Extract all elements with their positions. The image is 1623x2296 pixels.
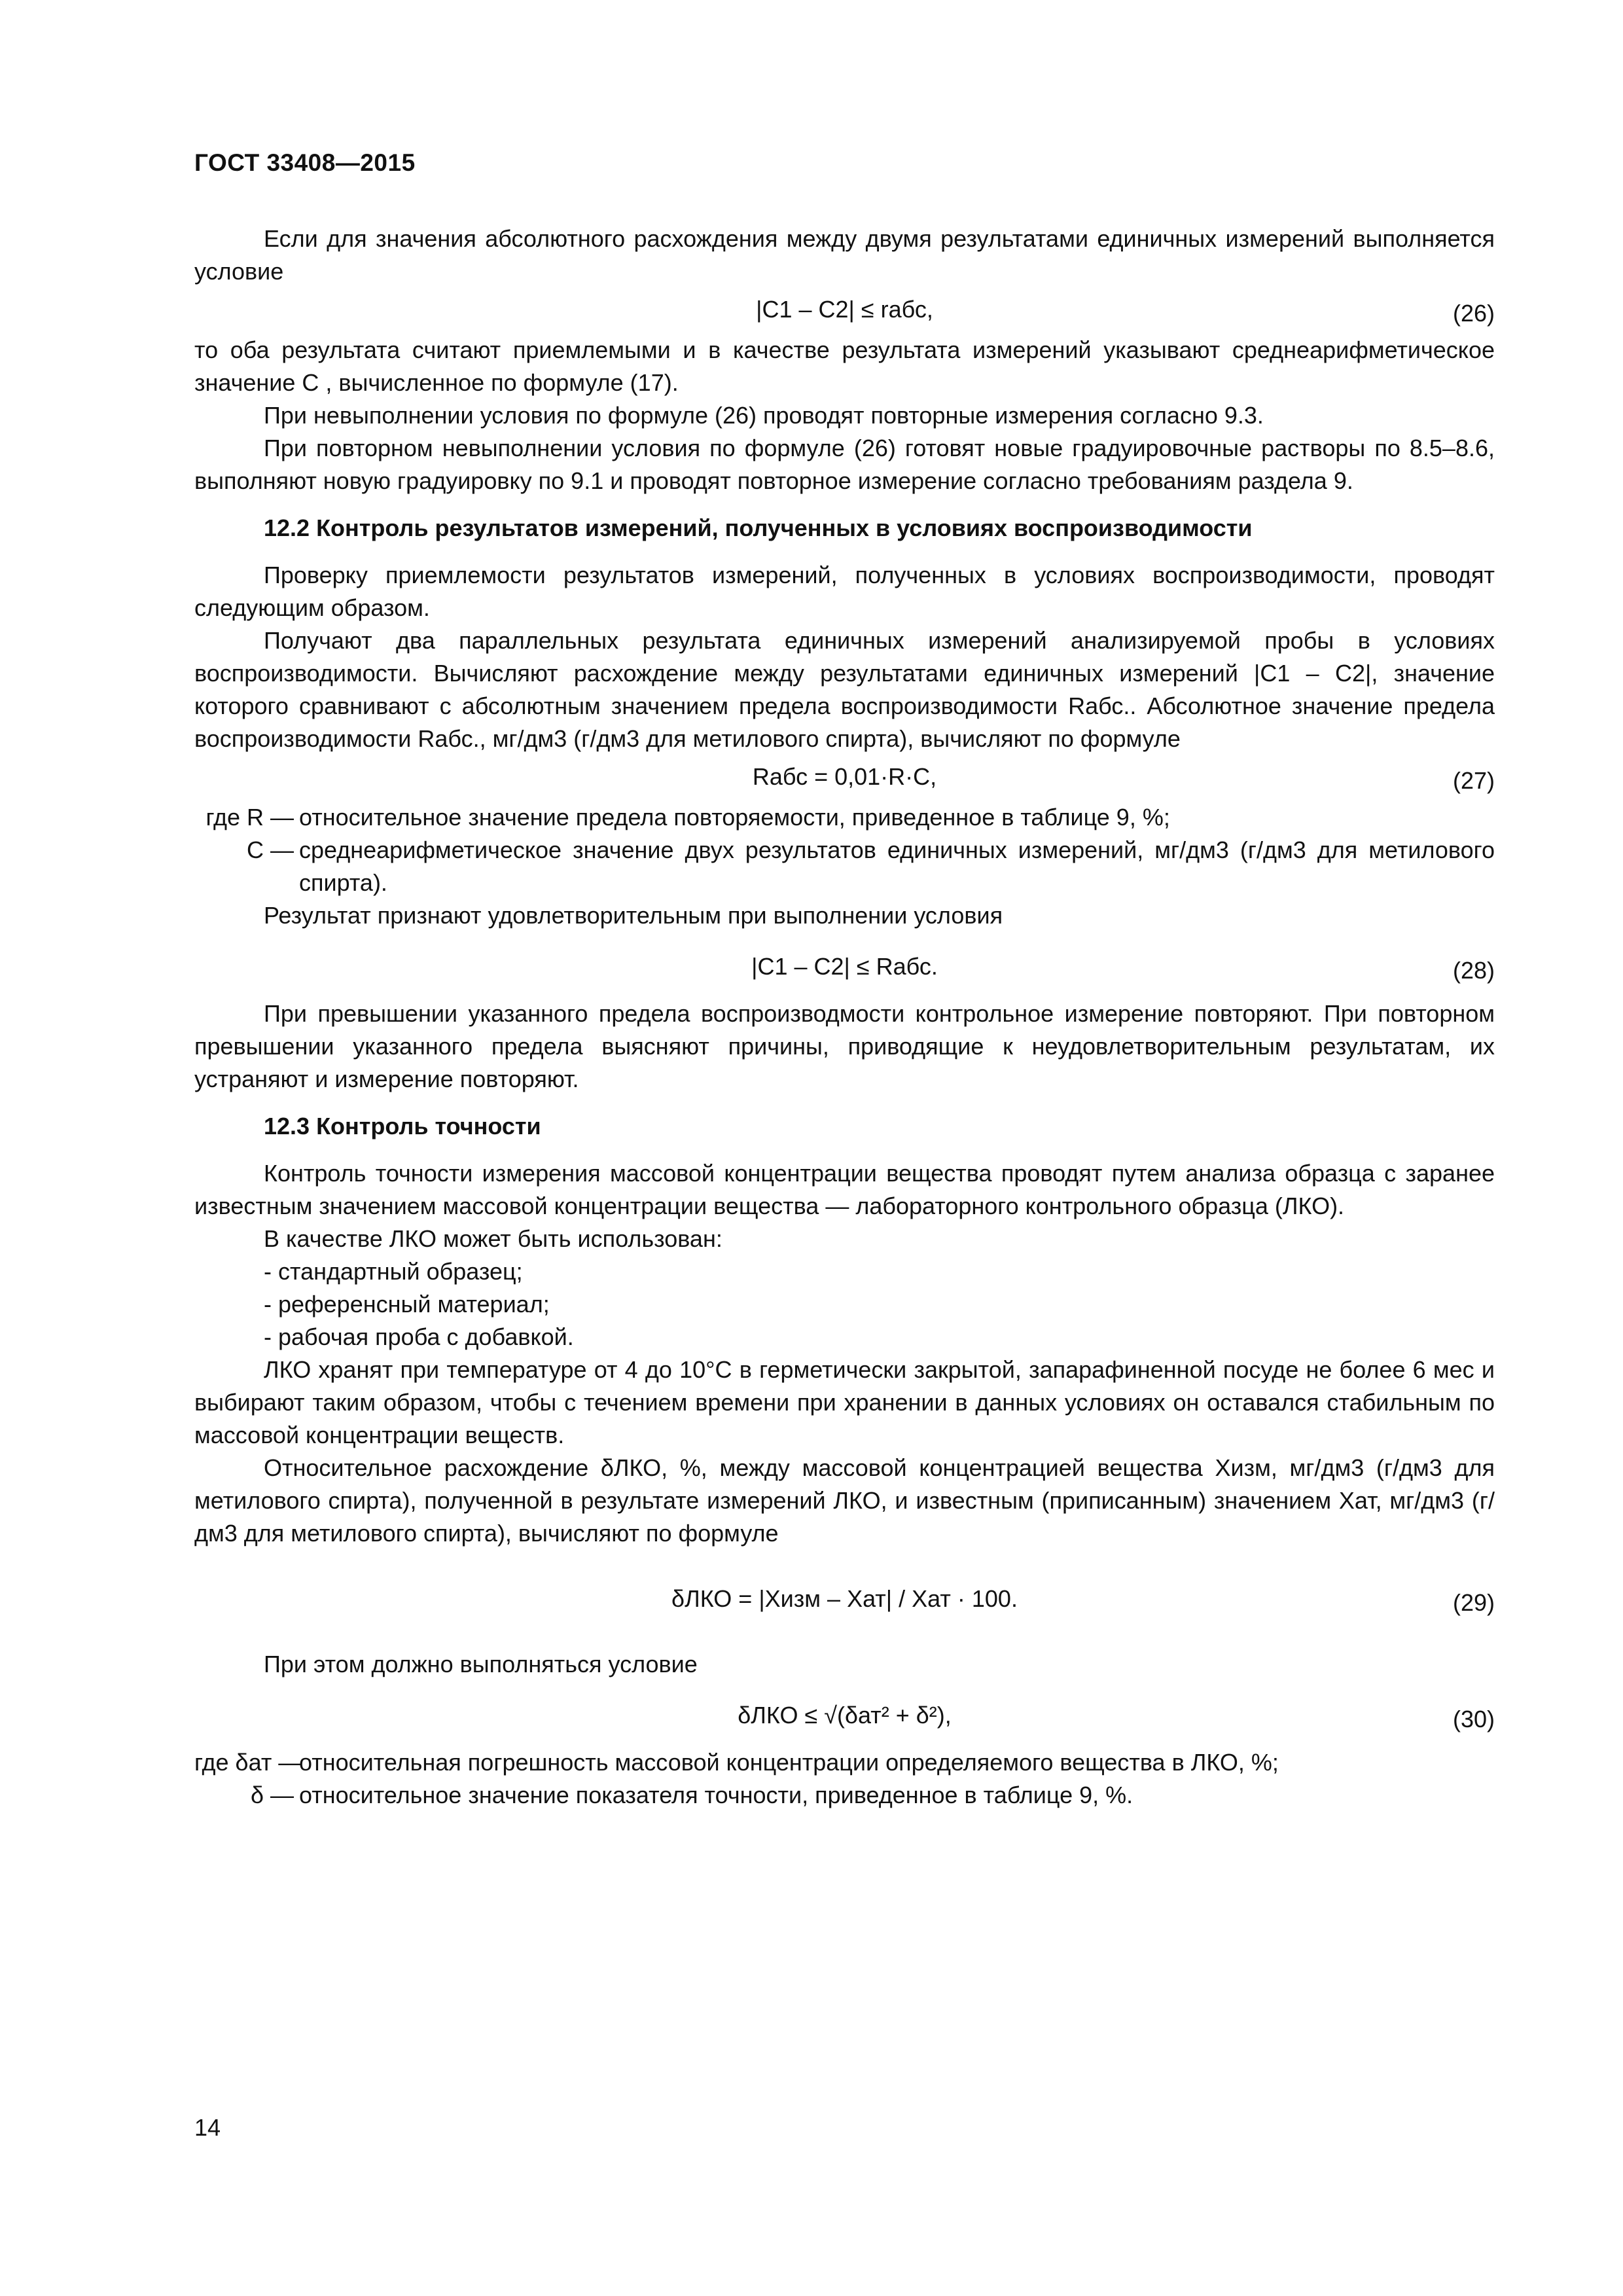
formula-30 bbox=[194, 1681, 1495, 1746]
where-block bbox=[194, 801, 1495, 899]
paragraph: При невыполнении условия по формуле (26) проводят повторные измерения согласно 9.3. bbox=[264, 402, 1264, 429]
paragraph: Получают два параллельных результата единичных измерений анализируемой пробы в условиях воспроизводимости. Вычисляют расхождение между результатами единичных измерений |C1 – C2|, значение которого сравнивают с абсолютным значением предела воспроизводимости Rабс.. Абсолютное значение предела воспроизводимости Rабс., мг/дм3 (г/дм3 для метилового спирта), вычисляют по формуле bbox=[194, 627, 1495, 752]
paragraph: В качестве ЛКО может быть использован: bbox=[264, 1225, 722, 1252]
formula-number: (27) bbox=[1452, 767, 1495, 794]
paragraph: При повторном невыполнении условия по формуле (26) готовят новые градуировочные растворы по 8.5–8.6, выполняют новую градуировку по 9.1 и проводят повторное измерение согласно требованиям раздела 9. bbox=[194, 435, 1495, 494]
formula-28 bbox=[194, 932, 1495, 997]
formula-expression: δЛКО = |Xизм – Xат| / Xат · 100. bbox=[671, 1585, 1018, 1612]
where-definition: относительное значение предела повторяемости, приведенное в таблице 9, %; bbox=[299, 804, 1170, 831]
formula-number: (26) bbox=[1452, 300, 1495, 327]
where-block bbox=[194, 1746, 1495, 1812]
list-item: - стандартный образец; bbox=[264, 1258, 523, 1285]
formula-expression: |C1 – C2| ≤ Rабс. bbox=[751, 953, 938, 980]
list-item: - референсный материал; bbox=[264, 1291, 550, 1318]
document-body bbox=[194, 223, 1495, 1812]
formula-29 bbox=[194, 1550, 1495, 1648]
paragraph: ЛКО хранят при температуре от 4 до 10°С в герметически закрытой, запарафиненной посуде не более 6 мес и выбирают таким образом, чтобы с течением времени при хранении в данных условиях он оставался стабильным по массовой концентрации веществ. bbox=[194, 1356, 1495, 1448]
formula-number: (28) bbox=[1452, 957, 1495, 984]
paragraph: При превышении указанного предела воспроизводмости контрольное измерение повторяют. При повторном превышении указанного предела выясняют причины, приводящие к неудовлетворительным результатам, их устраняют и измерение повторяют. bbox=[194, 1000, 1495, 1092]
formula-number: (29) bbox=[1452, 1589, 1495, 1616]
paragraph: то оба результата считают приемлемыми и в качестве результата измерений указывают среднеарифметическое значение C , вычисленное по формуле (17). bbox=[194, 336, 1495, 396]
formula-26 bbox=[194, 288, 1495, 334]
page-number: 14 bbox=[194, 2114, 221, 2141]
where-symbol: где R — bbox=[205, 804, 294, 831]
paragraph: Контроль точности измерения массовой концентрации вещества проводят путем анализа образца с заранее известным значением массовой концентрации вещества — лабораторного контрольного образца (ЛКО). bbox=[194, 1160, 1495, 1219]
paragraph: Если для значения абсолютного расхождения между двумя результатами единичных измерений выполняется условие bbox=[194, 225, 1495, 285]
section-heading: 12.2 Контроль результатов измерений, полученных в условиях воспроизводимости bbox=[264, 514, 1253, 541]
where-symbol: C — bbox=[247, 836, 294, 863]
formula-number: (30) bbox=[1452, 1706, 1495, 1732]
paragraph: Проверку приемлемости результатов измерений, полученных в условиях воспроизводимости, проводят следующим образом. bbox=[194, 562, 1495, 621]
where-symbol: где δат — bbox=[194, 1749, 302, 1776]
formula-27 bbox=[194, 755, 1495, 801]
paragraph: При этом должно выполняться условие bbox=[264, 1651, 698, 1677]
where-definition: относительная погрешность массовой концентрации определяемого вещества в ЛКО, %; bbox=[299, 1749, 1279, 1776]
document-header: ГОСТ 33408—2015 bbox=[194, 149, 416, 176]
formula-expression: |C1 – C2| ≤ rабс, bbox=[756, 296, 933, 323]
list-item: - рабочая проба с добавкой. bbox=[264, 1323, 574, 1350]
where-definition: относительное значение показателя точности, приведенное в таблице 9, %. bbox=[299, 1782, 1133, 1808]
where-symbol: δ — bbox=[250, 1782, 294, 1808]
paragraph: Результат признают удовлетворительным при выполнении условия bbox=[264, 902, 1003, 929]
paragraph: Относительное расхождение δЛКО, %, между массовой концентрацией вещества Xизм, мг/дм3 (г/дм3 для метилового спирта), полученной в результате измерений ЛКО, и известным (приписанным) значением Xат, мг/дм3 (г/дм3 для метилового спирта), вычисляют по формуле bbox=[194, 1454, 1495, 1547]
formula-expression: δЛКО ≤ √(δат² + δ²), bbox=[738, 1702, 952, 1729]
where-definition: среднеарифметическое значение двух результатов единичных измерений, мг/дм3 (г/дм3 для метилового спирта). bbox=[299, 836, 1495, 896]
formula-expression: Rабс = 0,01·R·C, bbox=[752, 763, 937, 790]
section-heading: 12.3 Контроль точности bbox=[264, 1113, 541, 1139]
